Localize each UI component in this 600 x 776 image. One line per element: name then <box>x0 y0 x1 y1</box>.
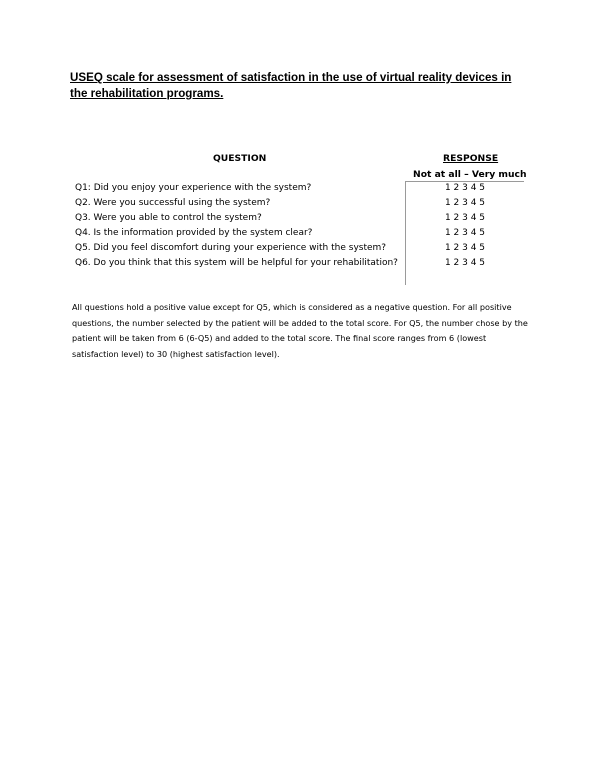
response-scale: 1 2 3 4 5 <box>406 211 525 226</box>
table-row <box>75 196 524 211</box>
response-column-header: RESPONSE <box>443 153 499 164</box>
question-text: Q1: Did you enjoy your experience with the system? <box>75 183 312 193</box>
question-text: Q2. Were you successful using the system? <box>75 198 271 208</box>
table-row <box>75 181 524 196</box>
question-text: Q3. Were you able to control the system? <box>75 213 262 223</box>
question-text: Q6. Do you think that this system will be helpful for your rehabilitation? <box>75 258 398 268</box>
response-scale-label: Not at all – Very much <box>413 169 527 180</box>
document-title: USEQ scale for assessment of satisfaction in the use of virtual reality devices in the rehabilitation programs. <box>70 71 512 100</box>
response-scale: 1 2 3 4 5 <box>406 241 525 256</box>
table-row <box>75 241 524 256</box>
table-row <box>75 226 524 241</box>
response-scale: 1 2 3 4 5 <box>406 226 525 241</box>
question-column-header: QUESTION <box>213 153 267 164</box>
response-scale: 1 2 3 4 5 <box>406 181 525 196</box>
table-row <box>75 256 524 285</box>
scoring-note: All questions hold a positive value except for Q5, which is considered as a negative question. For all positive questions, the number selected by the patient will be added to the total score. For Q5, the number chose by the patient will be taken from 6 (6-Q5) and added to the total score. The final score ranges from 6 (lowest satisfaction level) to 30 (highest satisfaction level). <box>72 302 528 359</box>
response-scale: 1 2 3 4 5 <box>406 196 525 211</box>
table-row <box>75 211 524 226</box>
questionnaire-table <box>75 181 524 285</box>
question-text: Q5. Did you feel discomfort during your experience with the system? <box>75 243 387 253</box>
question-text: Q4. Is the information provided by the system clear? <box>75 228 313 238</box>
response-scale: 1 2 3 4 5 <box>406 256 525 285</box>
